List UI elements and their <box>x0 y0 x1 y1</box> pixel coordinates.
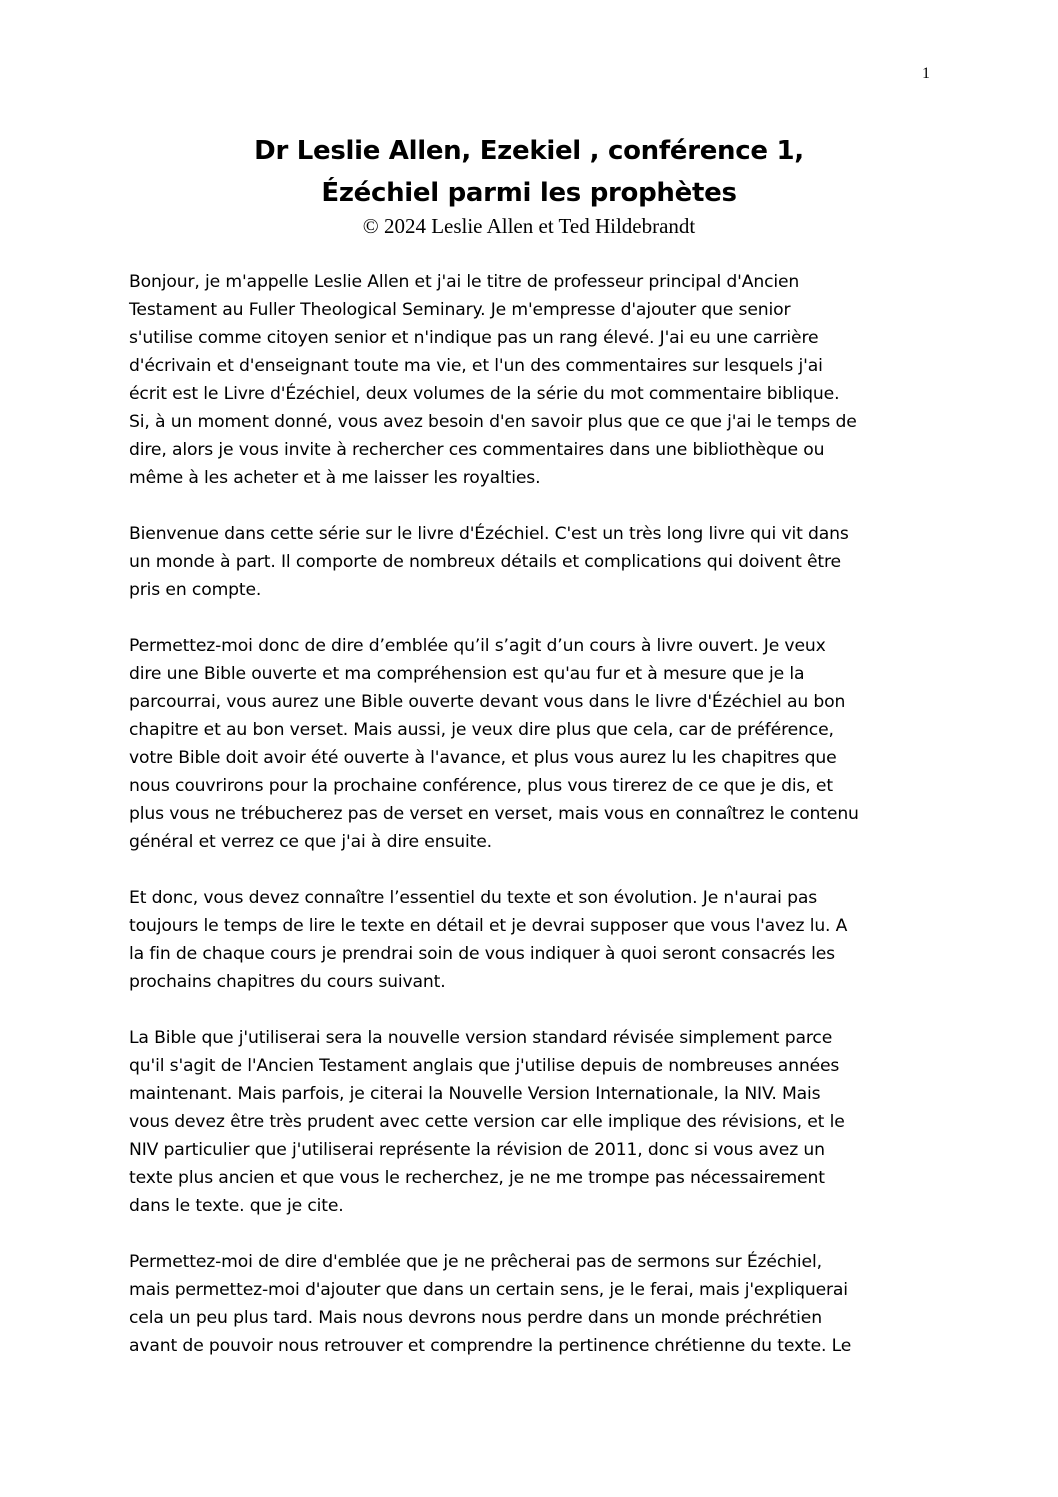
text-line: même à les acheter et à me laisser les royalties. <box>129 468 541 488</box>
paragraph-2 <box>129 520 939 604</box>
text-line: mais permettez-moi d'ajouter que dans un certain sens, je le ferai, mais j'expliquerai <box>129 1280 848 1300</box>
title-line-1: Dr Leslie Allen, Ezekiel , conférence 1, <box>254 136 804 166</box>
paragraph-6 <box>129 1248 939 1360</box>
text-line: pris en compte. <box>129 580 262 600</box>
text-line: un monde à part. Il comporte de nombreux détails et complications qui doivent être <box>129 552 841 572</box>
text-line: s'utilise comme citoyen senior et n'indique pas un rang élevé. J'ai eu une carrière <box>129 328 819 348</box>
text-line: nous couvrirons pour la prochaine conférence, plus vous tirerez de ce que je dis, et <box>129 776 833 796</box>
text-line: plus vous ne trébucherez pas de verset en verset, mais vous en connaîtrez le contenu <box>129 804 859 824</box>
text-line: avant de pouvoir nous retrouver et comprendre la pertinence chrétienne du texte. Le <box>129 1336 852 1356</box>
paragraph-4 <box>129 884 939 996</box>
copyright-notice: © 2024 Leslie Allen et Ted Hildebrandt <box>362 214 696 238</box>
text-line: prochains chapitres du cours suivant. <box>129 972 446 992</box>
text-line: Permettez-moi donc de dire d’emblée qu’il s’agit d’un cours à livre ouvert. Je veux <box>129 636 826 656</box>
text-line: Si, à un moment donné, vous avez besoin d'en savoir plus que ce que j'ai le temps de <box>129 412 857 432</box>
paragraph-3 <box>129 632 939 856</box>
text-line: maintenant. Mais parfois, je citerai la Nouvelle Version Internationale, la NIV. Mais <box>129 1084 821 1104</box>
text-line: Testament au Fuller Theological Seminary. Je m'empresse d'ajouter que senior <box>129 300 791 320</box>
text-line: dire une Bible ouverte et ma compréhension est qu'au fur et à mesure que je la <box>129 664 805 684</box>
text-line: texte plus ancien et que vous le recherchez, je ne me trompe pas nécessairement <box>129 1168 825 1188</box>
document-header <box>0 130 1058 239</box>
text-line: NIV particulier que j'utiliserai représente la révision de 2011, donc si vous avez un <box>129 1140 825 1160</box>
text-line: Bonjour, je m'appelle Leslie Allen et j'ai le titre de professeur principal d'Ancien <box>129 272 800 292</box>
text-line: Permettez-moi de dire d'emblée que je ne prêcherai pas de sermons sur Ézéchiel, <box>129 1252 822 1272</box>
text-line: d'écrivain et d'enseignant toute ma vie, et l'un des commentaires sur lesquels j'ai <box>129 356 823 376</box>
paragraph-1 <box>129 268 939 492</box>
body-text <box>129 268 939 1388</box>
text-line: La Bible que j'utiliserai sera la nouvelle version standard révisée simplement parce <box>129 1028 833 1048</box>
paragraph-5 <box>129 1024 939 1220</box>
text-line: votre Bible doit avoir été ouverte à l'avance, et plus vous aurez lu les chapitres que <box>129 748 837 768</box>
text-line: cela un peu plus tard. Mais nous devrons nous perdre dans un monde préchrétien <box>129 1308 822 1328</box>
page-number: 1 <box>922 65 930 82</box>
text-line: chapitre et au bon verset. Mais aussi, je veux dire plus que cela, car de préférence, <box>129 720 834 740</box>
text-line: Bienvenue dans cette série sur le livre d'Ézéchiel. C'est un très long livre qui vit dans <box>129 524 849 544</box>
text-line: qu'il s'agit de l'Ancien Testament anglais que j'utilise depuis de nombreuses années <box>129 1056 840 1076</box>
text-line: Et donc, vous devez connaître l’essentiel du texte et son évolution. Je n'aurai pas <box>129 888 818 908</box>
text-line: général et verrez ce que j'ai à dire ensuite. <box>129 832 492 852</box>
text-line: écrit est le Livre d'Ézéchiel, deux volumes de la série du mot commentaire biblique. <box>129 384 840 404</box>
text-line: vous devez être très prudent avec cette version car elle implique des révisions, et le <box>129 1112 845 1132</box>
title-line-2: Ézéchiel parmi les prophètes <box>321 178 737 208</box>
text-line: dans le texte. que je cite. <box>129 1196 344 1216</box>
text-line: la fin de chaque cours je prendrai soin de vous indiquer à quoi seront consacrés les <box>129 944 835 964</box>
text-line: toujours le temps de lire le texte en détail et je devrai supposer que vous l'avez lu. A <box>129 916 848 936</box>
text-line: parcourrai, vous aurez une Bible ouverte devant vous dans le livre d'Ézéchiel au bon <box>129 692 846 712</box>
text-line: dire, alors je vous invite à rechercher ces commentaires dans une bibliothèque ou <box>129 440 825 460</box>
